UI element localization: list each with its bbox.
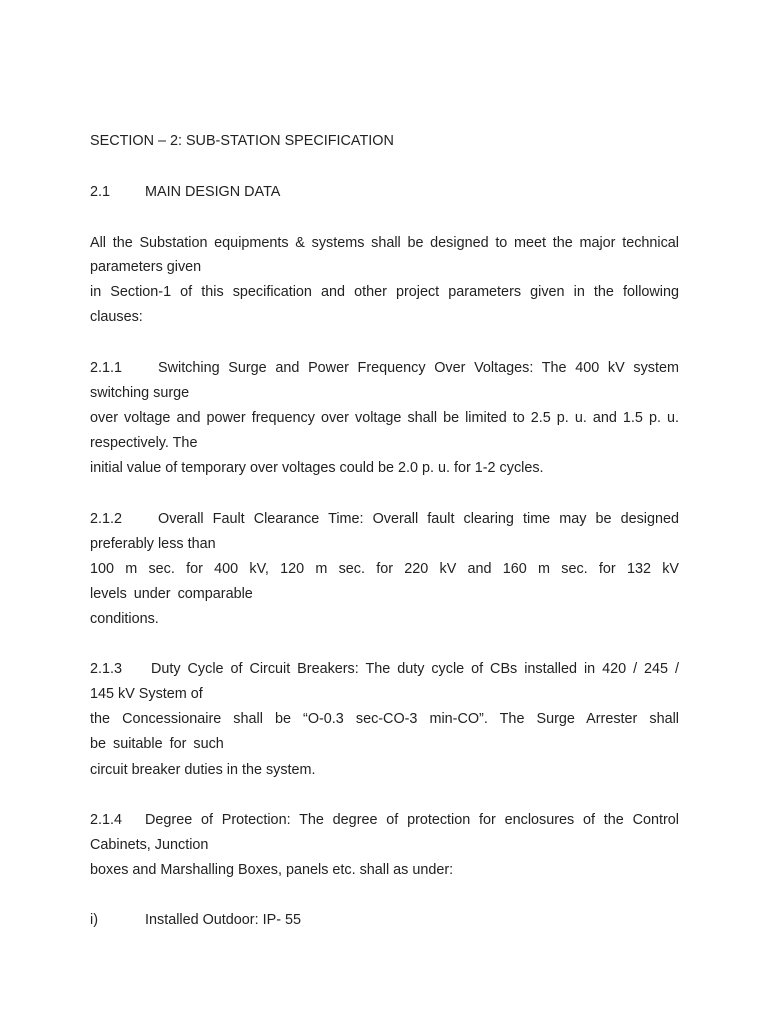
clause-line: 145 kV System of xyxy=(90,686,203,702)
heading-2-1 xyxy=(90,183,679,201)
clause-number: 2.1.2 xyxy=(90,511,123,527)
intro-line: All the Substation equipments & systems shall be designed to meet the major technical xyxy=(90,235,679,251)
intro-line: clauses: xyxy=(90,309,143,325)
section-title: SECTION – 2: SUB-STATION SPECIFICATION xyxy=(90,133,394,149)
clause-line: respectively. The xyxy=(90,435,198,451)
clause-line: over voltage and power frequency over voltage shall be limited to 2.5 p. u. and 1.5 p. u. xyxy=(90,410,679,426)
clause-line: initial value of temporary over voltages could be 2.0 p. u. for 1-2 cycles. xyxy=(90,460,544,476)
list-item-marker: i) xyxy=(90,912,98,928)
clause-line: Switching Surge and Power Frequency Over Voltages: The 400 kV system xyxy=(158,360,679,376)
heading-2-1-number: 2.1 xyxy=(90,184,111,200)
clause-line: 100 m sec. for 400 kV, 120 m sec. for 220 kV and 160 m sec. for 132 kV xyxy=(90,561,679,577)
clause-line: circuit breaker duties in the system. xyxy=(90,762,316,778)
clause-line: Degree of Protection: The degree of protection for enclosures of the Control xyxy=(145,812,679,828)
intro-line: parameters given xyxy=(90,259,202,275)
intro-line: in Section-1 of this specification and other project parameters given in the following xyxy=(90,284,679,300)
clause-line: preferably less than xyxy=(90,536,216,552)
list-item xyxy=(90,911,679,929)
clause-line: switching surge xyxy=(90,385,190,401)
clause-line: the Concessionaire shall be “O-0.3 sec-CO-3 min-CO”. The Surge Arrester shall xyxy=(90,711,679,727)
heading-2-1-title: MAIN DESIGN DATA xyxy=(145,184,281,200)
clause-line: Overall Fault Clearance Time: Overall fault clearing time may be designed xyxy=(158,511,679,527)
list-item-text: Installed Outdoor: IP- 55 xyxy=(145,912,301,928)
clause-line: conditions. xyxy=(90,611,159,627)
clause-line: levels under comparable xyxy=(90,586,253,602)
clause-number: 2.1.1 xyxy=(90,360,123,376)
clause-line: boxes and Marshalling Boxes, panels etc. shall as under: xyxy=(90,862,454,878)
clause-line: be suitable for such xyxy=(90,736,224,752)
clause-number: 2.1.4 xyxy=(90,812,123,828)
clause-number: 2.1.3 xyxy=(90,661,123,677)
clause-line: Cabinets, Junction xyxy=(90,837,209,853)
clause-line: Duty Cycle of Circuit Breakers: The duty cycle of CBs installed in 420 / 245 / xyxy=(151,661,679,677)
